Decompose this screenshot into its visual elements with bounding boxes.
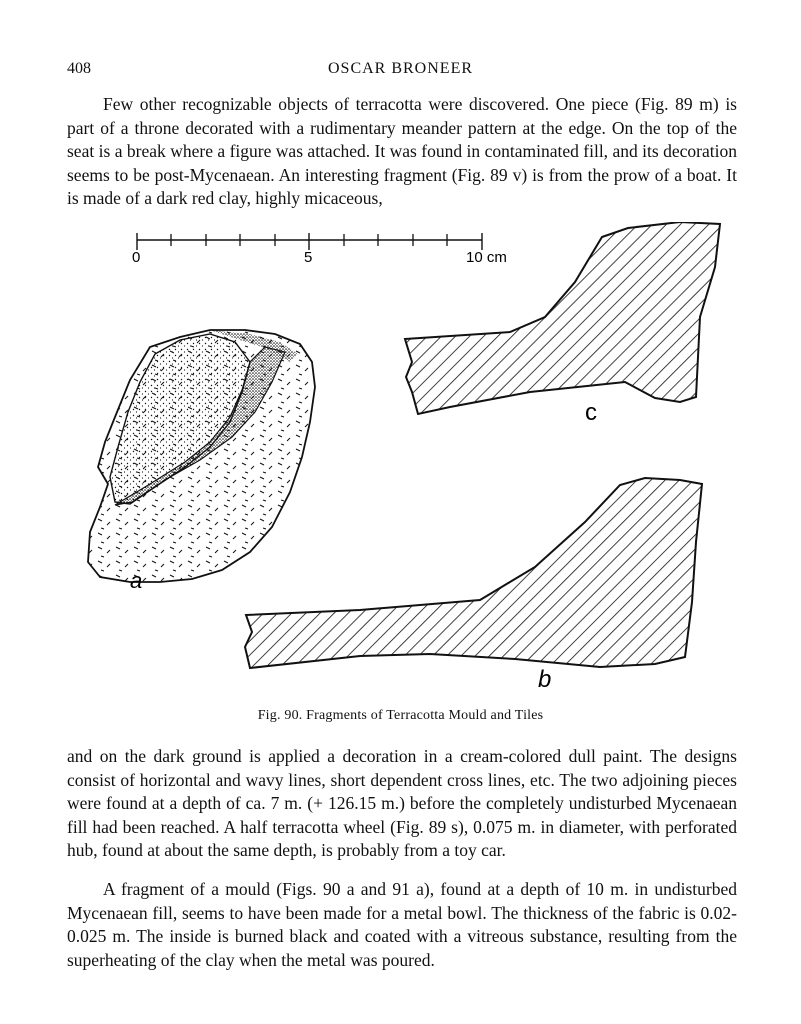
fragment-b-drawing: [245, 478, 702, 668]
figure-drawing: [60, 222, 740, 697]
paragraph-3: A fragment of a mould (Figs. 90 a and 91 a), found at a depth of 10 m. in undisturbed Mycenaean fill, seems to have been made for a metal bowl. The thickness of the fabric is 0.02-0.025 m. The inside is burned black and coated with a vitreous substance, resulting from the superheating of the clay when the metal was poured.: [67, 879, 737, 970]
paragraph-1: Few other recognizable objects of terracotta were discovered. One piece (Fig. 89 m) is part of a throne decorated with a rudimentary meander pattern at the edge. On the top of the seat is a break where a figure was attached. It was found in contaminated fill, and its decoration seems to be post-Mycenaean. An interesting fragment (Fig. 89 v) is from the prow of a boat. It is made of a dark red clay, highly micaceous,: [67, 94, 737, 209]
paragraph-2: and on the dark ground is applied a decoration in a cream-colored dull paint. The designs consist of horizontal and wavy lines, short dependent cross lines, etc. The two adjoining pieces were found at a depth of ca. 7 m. (+ 126.15 m.) before the completely undisturbed Mycenaean fill had been reached. A half terracotta wheel (Fig. 89 s), 0.075 m. in diameter, with perforated hub, found at about the same depth, is probably from a toy car.: [67, 746, 737, 861]
fragment-a-drawing: [88, 330, 315, 582]
figure-caption: Fig. 90. Fragments of Terracotta Mould and Tiles: [257, 708, 544, 723]
fragment-c-label: c: [585, 399, 597, 426]
fragment-a-label: a: [130, 568, 143, 593]
scale-label-5: 5: [304, 249, 313, 266]
running-head: OSCAR BRONEER: [327, 60, 474, 77]
fragment-c-drawing: [405, 222, 720, 414]
scale-label-10-cm: 10 cm: [466, 249, 507, 266]
fragment-b-label: b: [538, 666, 552, 693]
scale-label-0: 0: [132, 249, 141, 266]
figure-90: [60, 222, 740, 697]
page-number: 408: [67, 60, 91, 77]
scale-bar: [137, 233, 482, 250]
